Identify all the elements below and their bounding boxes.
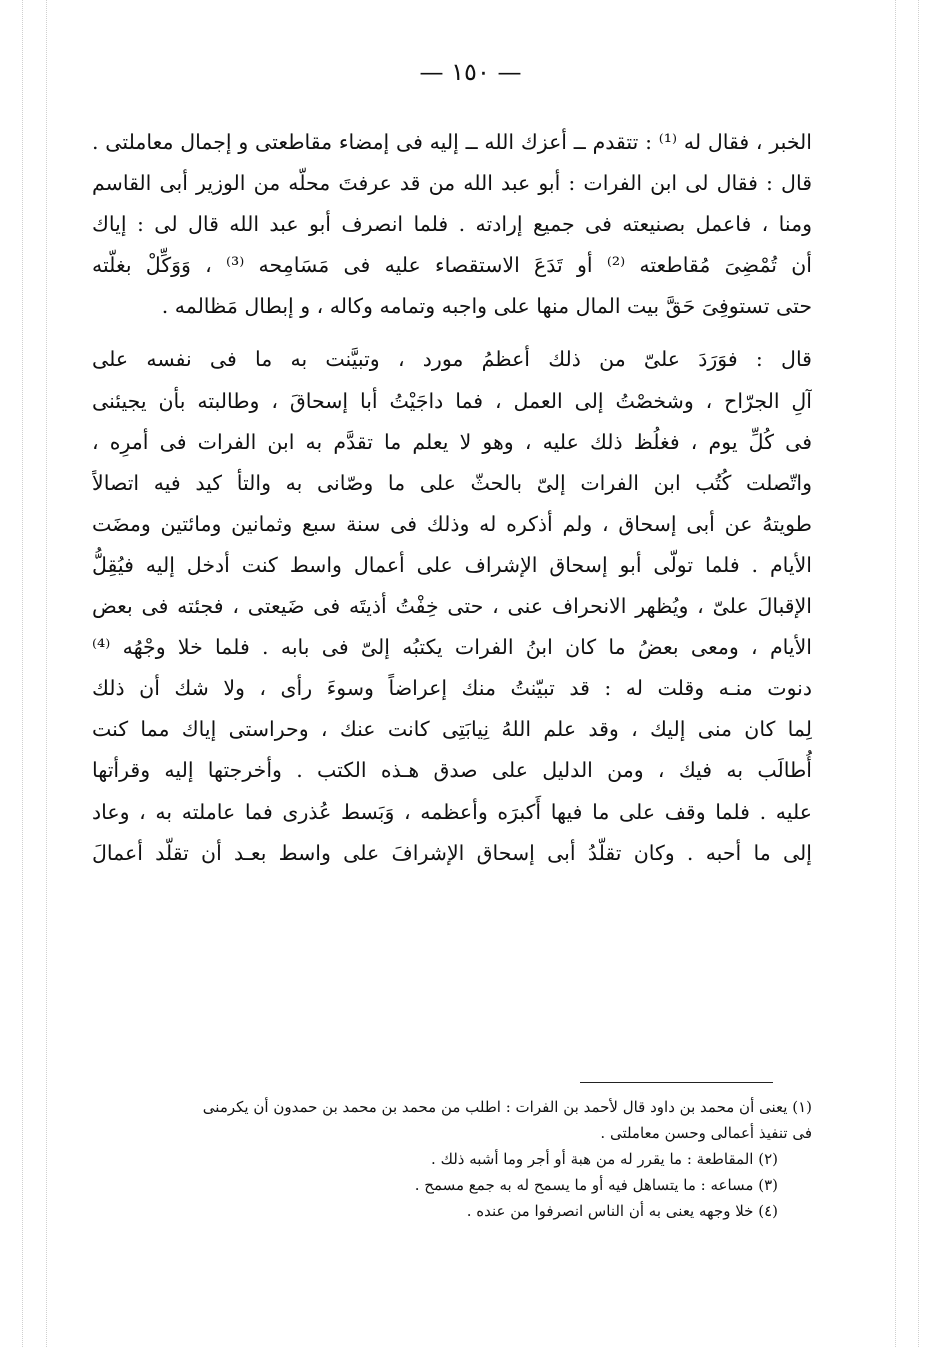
footnote-4: (٤) خلا وجهه يعنى به أن الناس انصرفوا من عنده .	[466, 1202, 778, 1220]
paragraph-gap	[92, 327, 812, 339]
scan-artifact-dots	[46, 0, 48, 1347]
footnotes	[100, 1094, 812, 1224]
footnote-1-continuation: فى تنفيذ أعمالى وحسن معاملتى .	[600, 1124, 812, 1142]
scan-artifact-dots	[918, 0, 920, 1347]
text-line: طويتهُ عن أبى إسحاق ، ولم أذكره له وذلك فى سنة سبع وثمانين ومائتين ومضَت	[92, 511, 812, 536]
text-line: حتى تستوفِىَ حَقَّ بيت المال منها على واجبه وتمامه وكاله ، و إبطال مَظالمه .	[161, 294, 812, 319]
footnote-separator	[580, 1082, 773, 1083]
text-line: أُطالَب به فيك ، ومن الدليل على صدق هـذه الكتب . وأخرجتها إليه وقرأتها	[92, 758, 812, 783]
text-line: آلِ الجرّاح ، وشخصْتُ إلى العمل ، فما داجَيْتُ أبا إسحاقَ ، وطالبته بأن يجيئنى	[92, 388, 812, 413]
text-line: إلى ما أحبه . وكان تقلّدُ أبى إسحاق الإشرافَ على واسط بعـد أن تقلّد أعمالَ	[92, 840, 812, 865]
text-line: أن تُمْضِىَ مُقاطعته ⁽²⁾ أو تَدَعَ الاستقصاء عليه فى مَسَامِحه ⁽³⁾ ، وَوَكِّلْ بغلّته	[92, 253, 812, 278]
text-line: ومنا ، فاعمل بصنيعته فى جميع إرادته . فلما انصرف أبو عبد الله قال لى : إياك	[92, 212, 812, 237]
text-line: الأيام ، ومعى بعضُ ما كان ابنُ الفرات يكتبُه إلىّ فى بابه . فلما خلا وجْهُه ⁽⁴⁾	[92, 635, 812, 660]
text-line: دنوت منـه وقلت له : قد تبيّنتُ منك إعراضاً وسوءَ رأى ، ولا شك أن ذلك	[92, 676, 812, 701]
text-line: قال : فوَرَدَ علىّ من ذلك أعظمُ مورد ، وتبيَّنت به ما فى نفسه على	[92, 347, 812, 372]
scan-artifact-dots	[895, 0, 897, 1347]
text-line: الخبر ، فقال له ⁽¹⁾ : تتقدم ــ أعزك الله ــ إليه فى إمضاء مقاطعتى و إجمال معاملتى .	[92, 130, 812, 154]
text-line: لِما كان منى إليك ، وقد علم اللهُ نِيابَتِى كانت عنك ، وحراستى إياك مما كنت	[92, 717, 812, 742]
text-line: قال : فقال لى ابن الفرات : أبو عبد الله من قد عرفتَ محلّه من الوزير أبى القاسم	[92, 171, 812, 196]
footnote-1: (١) يعنى أن محمد بن داود قال لأحمد بن الفرات : اطلب من محمد بن محمد بن حمدون أن يكرمنى	[202, 1098, 812, 1116]
scan-artifact-dots	[22, 0, 24, 1347]
text-line: فى كُلِّ يوم ، فغلُظ ذلك عليه ، وهو لا يعلم ما تقدَّم به ابن الفرات فى أمرِه ،	[92, 429, 812, 454]
text-line: الإقبالَ علىّ ، ويُظهر الانحراف عنى ، حتى خِفْتُ أذيتَه فى ضَيعتى ، فجئته فى بعض	[92, 594, 812, 619]
text-line: الأيام . فلما تولّى أبو إسحاق الإشراف على أعمال واسط كنت أدخل إليه فيُقِلُّ	[92, 552, 812, 577]
footnote-2: (٢) المقاطعة : ما يقرر له من هبة أو أجر وما أشبه ذلك .	[431, 1150, 778, 1168]
text-line: عليه . فلما وقف على ما فيها أَكبرَه وأعظمه ، وَبَسط عُذرى فما عاملته به ، وعاد	[92, 799, 812, 824]
footnote-3: (٣) مساعه : ما يتساهل فيه أو ما يسمح له به جمع مسمح .	[414, 1176, 778, 1194]
body-text	[92, 122, 812, 874]
text-line: واتّصلت كُتُب ابن الفرات إلىّ بالحثّ على ما وصّانى به والتأ كيد فيه اتصالاً	[92, 470, 812, 495]
page-number: — ١٥٠ —	[419, 58, 522, 86]
